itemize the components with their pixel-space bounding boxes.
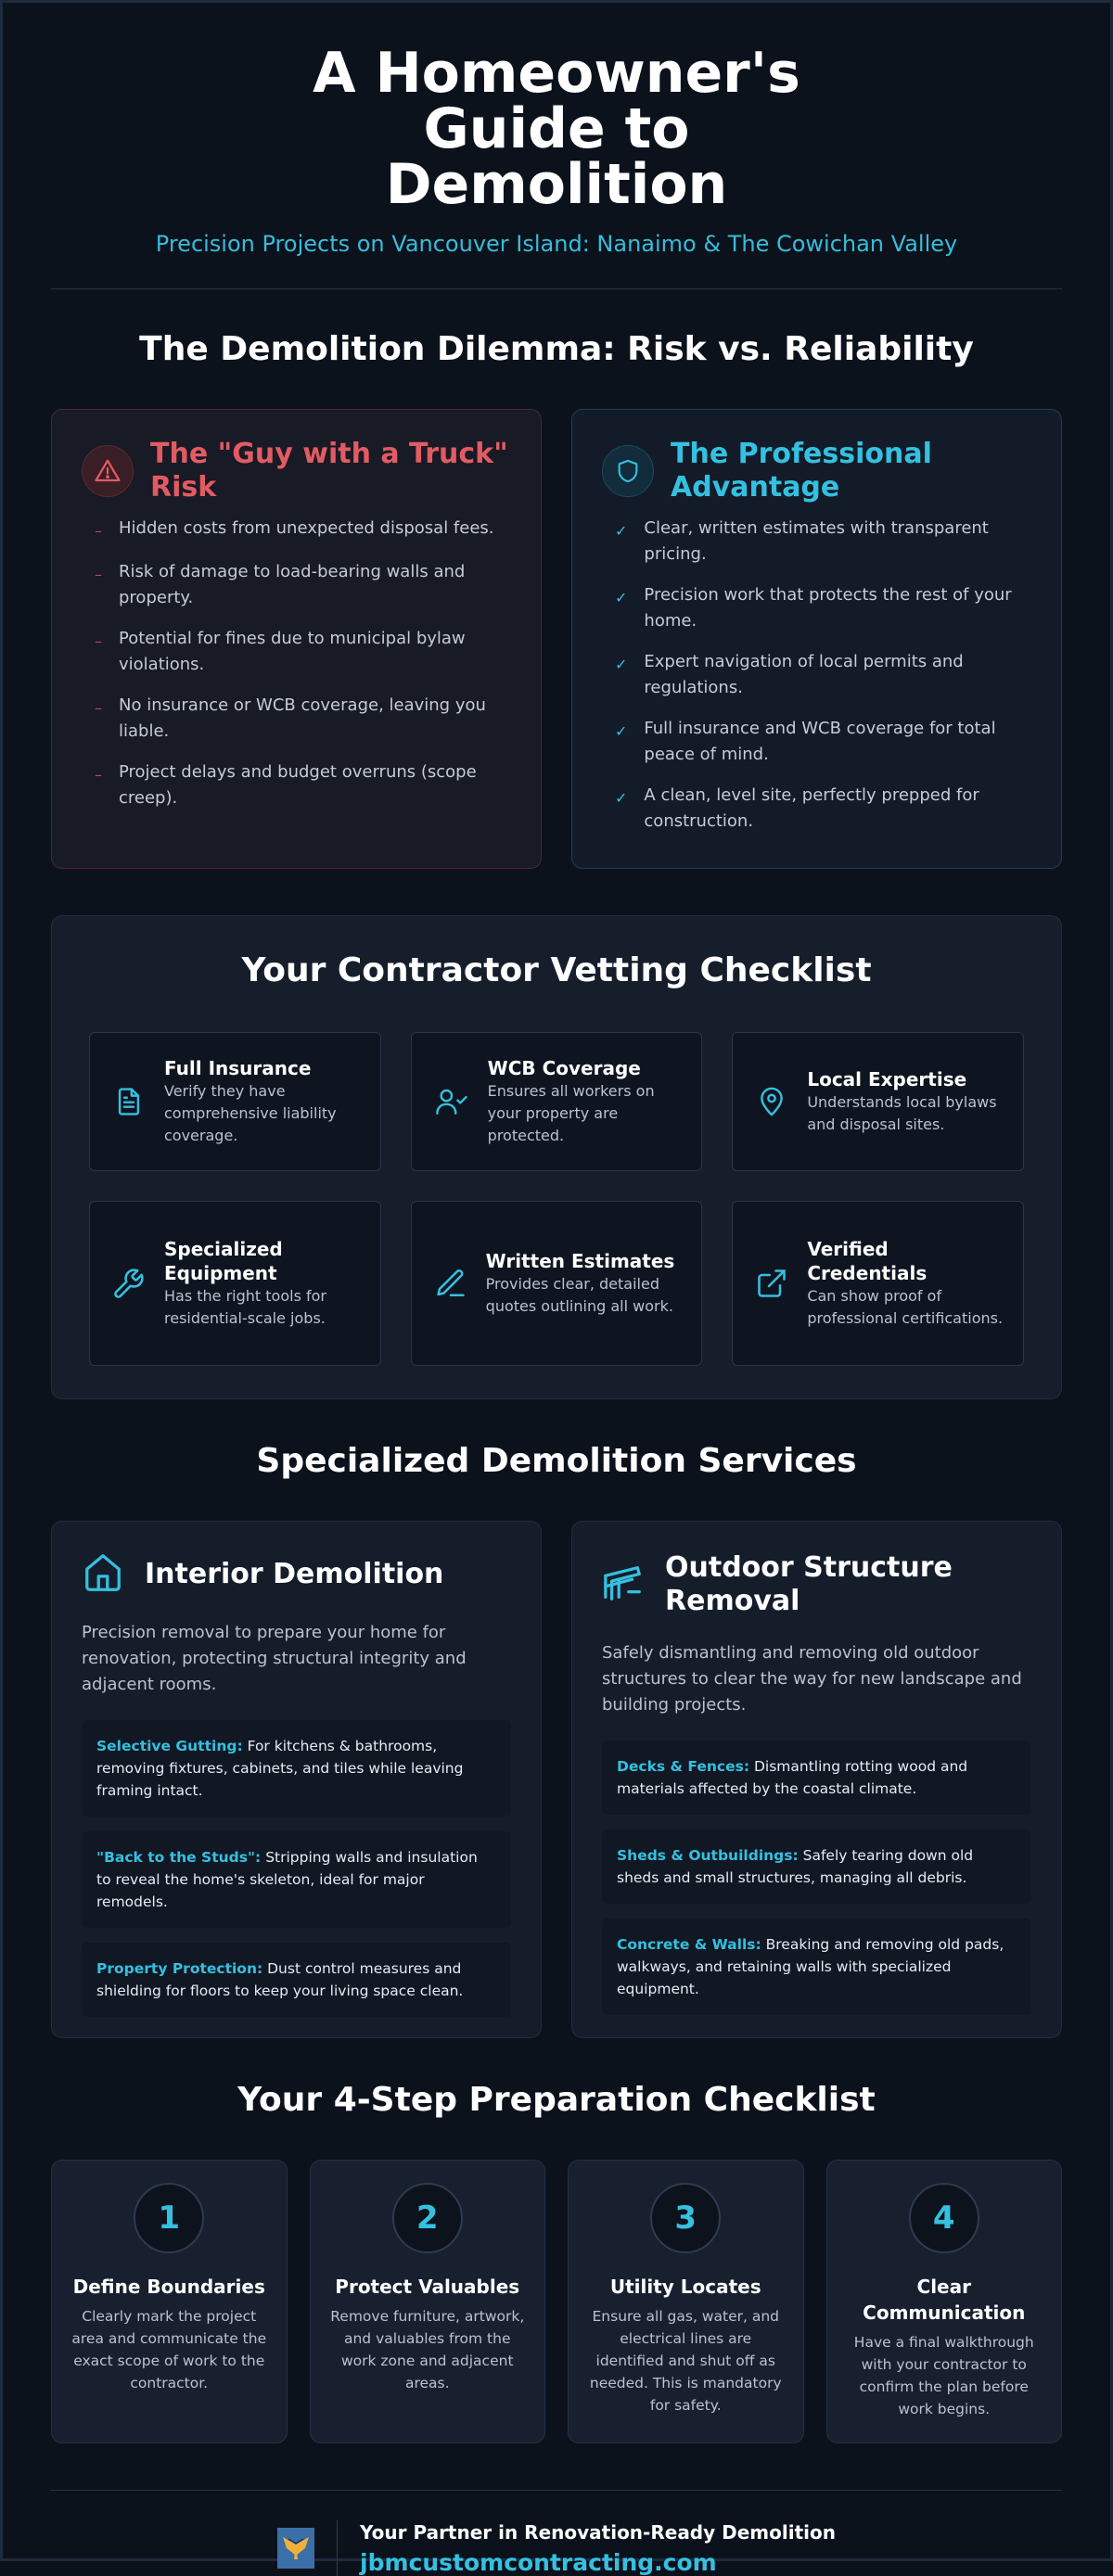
checklist-item-desc: Ensures all workers on your property are protected. — [487, 1082, 655, 1144]
list-item — [95, 516, 511, 544]
service-header — [602, 1551, 1031, 1618]
house-icon — [82, 1551, 124, 1598]
step-number: 3 — [650, 2183, 721, 2253]
checklist-item-full-insurance — [89, 1032, 381, 1171]
risk-card-header — [82, 438, 511, 504]
document-icon — [112, 1086, 146, 1117]
check-icon: ✓ — [615, 789, 628, 807]
risk-item-text: No insurance or WCB coverage, leaving you liable. — [119, 695, 486, 741]
checklist-item-text — [807, 1067, 1004, 1136]
checklist-item-desc: Provides clear, detailed quotes outlining all work. — [485, 1275, 673, 1315]
service-item-label: "Back to the Studs": — [96, 1849, 262, 1866]
service-item-text: Dust control measures and shielding for floors to keep your living space clean. — [96, 1960, 464, 1999]
risk-item-text: Hidden costs from unexpected disposal fees. — [119, 518, 494, 538]
professional-item-text: A clean, level site, perfectly prepped for construction. — [644, 785, 979, 831]
professional-item-text: Expert navigation of local permits and regulations. — [644, 652, 964, 697]
service-item-text: Safely tearing down old sheds and small structures, managing all debris. — [617, 1847, 974, 1886]
outdoor-removal-card — [571, 1521, 1062, 2038]
service-item — [82, 1720, 511, 1817]
service-item-text: Dismantling rotting wood and materials affected by the coastal climate. — [617, 1758, 968, 1797]
steps-section-title: Your 4-Step Preparation Checklist — [237, 2081, 876, 2119]
list-item — [95, 693, 511, 745]
professional-item-text: Full insurance and WCB coverage for total peace of mind. — [644, 719, 996, 764]
professional-card-title: The Professional Advantage — [671, 438, 932, 504]
checklist-item-written-estimates — [411, 1201, 703, 1366]
service-item-text: For kitchens & bathrooms, removing fixtures, cabinets, and tiles while leaving framing intact. — [96, 1738, 464, 1799]
step-card — [826, 2160, 1063, 2443]
wrench-icon — [112, 1267, 146, 1300]
dash-marker: – — [95, 766, 102, 784]
header-divider — [51, 288, 1062, 289]
professional-card-header — [602, 438, 1031, 504]
dash-marker: – — [95, 632, 102, 650]
service-header — [82, 1551, 511, 1598]
service-item-text: Breaking and removing old pads, walkways, and retaining walls with specialized equipment. — [617, 1936, 1004, 1997]
risk-item-text: Risk of damage to load-bearing walls and property. — [119, 562, 466, 607]
risk-item-text: Project delays and budget overruns (scope creep). — [119, 762, 477, 808]
dilemma-section-title: The Demolition Dilemma: Risk vs. Reliability — [139, 330, 974, 368]
warning-triangle-icon — [82, 445, 134, 497]
checklist-item-text — [164, 1056, 362, 1147]
service-item-label: Property Protection: — [96, 1960, 263, 1977]
external-link-icon — [755, 1267, 788, 1300]
page-subtitle: Precision Projects on Vancouver Island: Nanaimo & The Cowichan Valley — [155, 231, 958, 257]
footer-divider — [51, 2490, 1062, 2491]
step-card — [51, 2160, 288, 2443]
checklist-item-local-expertise — [732, 1032, 1024, 1171]
list-item — [615, 649, 1031, 701]
footer-tagline: Your Partner in Renovation-Ready Demolition — [360, 2520, 836, 2544]
step-description: Clearly mark the project area and communicate the exact scope of work to the contractor. — [71, 2308, 267, 2391]
professional-item-text: Precision work that protects the rest of your home. — [644, 585, 1012, 631]
service-item-text: Stripping walls and insulation to reveal the home's skeleton, ideal for major remodels. — [96, 1849, 478, 1910]
checklist-item-desc: Understands local bylaws and disposal sites. — [807, 1093, 997, 1133]
checklist-item-title: Local Expertise — [807, 1068, 967, 1090]
interior-demolition-card — [51, 1521, 542, 2038]
professional-list — [602, 516, 1031, 835]
risk-item-text: Potential for fines due to municipal bylaw violations. — [119, 629, 466, 674]
service-item — [602, 1741, 1031, 1815]
check-icon: ✓ — [615, 589, 628, 606]
dilemma-comparison — [51, 409, 1062, 869]
checklist-item-text — [488, 1056, 684, 1147]
service-item — [602, 1919, 1031, 2015]
service-item-label: Sheds & Outbuildings: — [617, 1847, 799, 1864]
service-items — [82, 1720, 511, 2017]
steps-grid — [51, 2160, 1062, 2443]
checklist-item-title: WCB Coverage — [487, 1057, 641, 1079]
list-item — [95, 759, 511, 811]
step-card — [310, 2160, 546, 2443]
service-item-label: Concrete & Walls: — [617, 1936, 761, 1953]
step-number: 2 — [392, 2183, 463, 2253]
list-item — [95, 559, 511, 611]
checklist-item-text — [486, 1249, 684, 1318]
service-item — [82, 1831, 511, 1928]
user-check-icon — [434, 1086, 469, 1117]
list-item — [615, 783, 1031, 835]
step-title: Protect Valuables — [335, 2276, 520, 2298]
risk-list — [82, 516, 511, 811]
checklist-item-text — [164, 1237, 362, 1330]
checklist-section-title: Your Contractor Vetting Checklist — [241, 951, 872, 989]
map-pin-icon — [755, 1084, 788, 1119]
list-item — [615, 582, 1031, 634]
service-description: Safely dismantling and removing old outdoor structures to clear the way for new landscape and building projects. — [602, 1643, 1022, 1715]
services-section-title: Specialized Demolition Services — [256, 1442, 857, 1480]
service-items — [602, 1741, 1031, 2015]
service-title: Outdoor Structure Removal — [665, 1551, 953, 1617]
checklist-item-specialized-equipment — [89, 1201, 381, 1366]
vetting-checklist-panel — [51, 915, 1062, 1399]
step-number: 1 — [134, 2183, 204, 2253]
website-link[interactable]: jbmcustomcontracting.com — [360, 2548, 717, 2576]
checklist-item-desc: Verify they have comprehensive liability coverage. — [164, 1082, 337, 1144]
step-description: Ensure all gas, water, and electrical lines are identified and shut off as needed. This is mandatory for safety. — [589, 2308, 782, 2414]
service-title: Interior Demolition — [145, 1558, 444, 1590]
dash-marker: – — [95, 699, 102, 717]
professional-item-text: Clear, written estimates with transparent pricing. — [644, 518, 989, 564]
service-item-label: Decks & Fences: — [617, 1758, 750, 1775]
checklist-grid — [89, 1032, 1024, 1366]
step-number: 4 — [909, 2183, 979, 2253]
check-icon: ✓ — [615, 722, 628, 740]
step-card — [568, 2160, 804, 2443]
checklist-item-title: Specialized Equipment — [164, 1238, 283, 1284]
list-item — [615, 716, 1031, 768]
page-title: A Homeowner's Guide to Demolition — [313, 41, 800, 217]
risk-card — [51, 409, 542, 869]
step-description: Have a final walkthrough with your contractor to confirm the plan before work begins. — [853, 2334, 1034, 2417]
checklist-item-desc: Can show proof of professional certifications. — [807, 1287, 1004, 1327]
company-logo-icon — [277, 2528, 314, 2569]
services-grid — [51, 1521, 1062, 2038]
checklist-item-wcb-coverage — [411, 1032, 703, 1171]
step-title: Define Boundaries — [72, 2276, 265, 2298]
check-icon: ✓ — [615, 522, 628, 540]
checklist-item-title: Full Insurance — [164, 1057, 312, 1079]
checklist-item-desc: Has the right tools for residential-scale jobs. — [164, 1287, 326, 1327]
dash-marker: – — [95, 566, 102, 583]
footer — [51, 2520, 1062, 2576]
list-item — [95, 626, 511, 678]
shield-icon — [602, 445, 654, 497]
step-title: Utility Locates — [609, 2276, 761, 2298]
footer-text — [360, 2521, 836, 2576]
pen-icon — [434, 1267, 467, 1300]
service-item-label: Selective Gutting: — [96, 1738, 243, 1754]
footer-vertical-divider — [337, 2520, 338, 2576]
service-item — [602, 1830, 1031, 1904]
fence-icon — [602, 1562, 645, 1608]
service-item — [82, 1943, 511, 2017]
risk-card-title: The "Guy with a Truck" Risk — [150, 438, 508, 504]
service-description: Precision removal to prepare your home for renovation, protecting structural integrity and adjacent rooms. — [82, 1623, 467, 1694]
checklist-item-title: Verified Credentials — [807, 1238, 928, 1284]
checklist-item-text — [807, 1237, 1004, 1330]
step-description: Remove furniture, artwork, and valuables from the work zone and adjacent areas. — [330, 2308, 525, 2391]
professional-card — [571, 409, 1062, 869]
list-item — [615, 516, 1031, 567]
checklist-item-title: Written Estimates — [485, 1250, 675, 1272]
check-icon: ✓ — [615, 656, 628, 673]
step-title: Clear Communication — [863, 2276, 1026, 2324]
dash-marker: – — [95, 522, 102, 540]
checklist-item-verified-credentials — [732, 1201, 1024, 1366]
